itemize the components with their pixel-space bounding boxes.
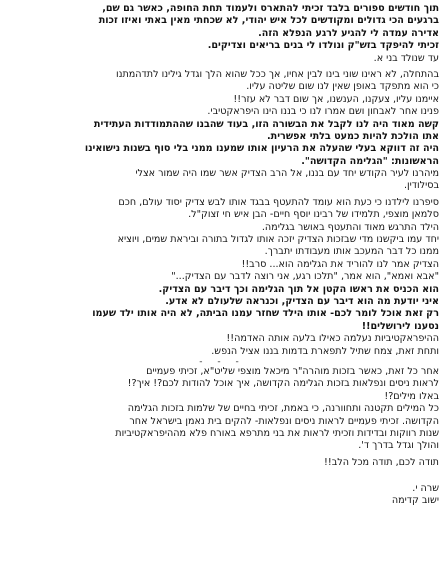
signature-place: ישוב קדימה bbox=[391, 495, 439, 507]
thanks-line: תודה לכם, תודה מכל הלב!! bbox=[324, 456, 439, 468]
letter-line: רק זאת אוכל לומר לכם- אותו הילד שחזר עמנו הביתה, לא היה אותו ילד שעמו bbox=[92, 308, 439, 320]
signature-block bbox=[5, 483, 439, 508]
letter-line: שנות רווקות ובדידות וזכיתי לראות את בני מתרפא באורח פלא מההיפראקטיביות bbox=[115, 427, 439, 439]
letter-line: הצדיק אמר לנו להוריד את הגלימה הוא... סרב!! bbox=[241, 258, 439, 270]
letter-line: לראות ניסים ונפלאות בזכות הגלימה הקדושה, איך אוכל להודות לכם?! איך?! bbox=[127, 378, 439, 390]
letter-line: ההיפראקטיביות נעלמה כאילו בלעה אותה האדמה!! bbox=[226, 333, 439, 345]
letter-line: עד שנולד בני א. bbox=[373, 52, 439, 64]
letter-line: תוך חודשים ספורים בלבד זכיתי להתארס ולעמוד תחת החופה, כאשר גם שם, bbox=[102, 3, 439, 14]
letter-line: ממנו כל דבר המעכב אותו מעבודתו יתברך. bbox=[264, 246, 439, 258]
letter-line: כל המילים תקטנה ותחוורנה, כי באמת, זכיתי בחיים של שלמות בזכות הגלימה bbox=[127, 403, 439, 415]
letter-line: היה זה דווקא בעלי שהעלה את הרעיון אותו שמענו ממני בלי סוף בשנות נישואינו bbox=[84, 143, 439, 155]
letter-line: הילד התרגש מאוד והתעטף באושר בגלימה. bbox=[261, 221, 439, 233]
letter-line: הוא הכניס את ראשו הקטן אל תוך הגלימה וכך דיבר עם הצדיק. bbox=[158, 283, 439, 295]
letter-line: "אבא ואמא", הוא אמר, "תלכו רגע, אני רוצה לדבר עם הצדיק..." bbox=[171, 271, 439, 283]
letter-line: סיפרנו לילדנו כי כעת הוא עומד להתעטף בבגד אותו לבש צדיק יסוד עולם, חכם bbox=[118, 196, 439, 208]
letter-line: הקדושה. זכיתי פעמיים לראות ניסים ונפלאות- להקים בית נאמן בישראל אחר bbox=[129, 415, 439, 427]
letter-line: קשה מאוד היה לנו לקבל את הבשורה הזו, בעוד שהבנו שההתמודדות העתידית bbox=[93, 118, 439, 130]
letter-line: אחר כל זאת, כאשר בזכות מוהרה"ר מיכאל מוצפי שליט"א, זכיתי פעמיים bbox=[146, 365, 439, 377]
letter-line: ותחת זאת, צמח שתיל לתפארת בדמות בננו אציל הנפש. bbox=[211, 345, 439, 357]
letter-line: אדירה עמדה לי להגיע לרגע הנפלא הזה. bbox=[258, 27, 439, 39]
letter-line: פנינו אחר לאבחון ושם אמרו לנו כי בננו הינו היפראקטיבי. bbox=[207, 106, 439, 118]
letter-line: איימנו עליו, צעקנו, הענשנו, אך שום דבר לא עזר!! bbox=[233, 93, 439, 105]
section-divider: - - - bbox=[199, 356, 245, 367]
letter-line: והולך וגדל בדרך ד'. bbox=[358, 440, 439, 452]
letter-line: סלמאן מוצפי, תלמידו של רבינו יוסף חיים- הבן איש חי זצוק"ל. bbox=[188, 209, 439, 221]
letter-line: זכיתי להיפקד בזש"ק ונולדו לי בנים בריאים וצדיקים. bbox=[207, 40, 439, 52]
letter-line: הראשונות: "הגלימה הקדושה". bbox=[301, 155, 439, 167]
letter-line: נסענו לירושלים!! bbox=[361, 320, 439, 332]
letter-page bbox=[5, 3, 439, 561]
letter-line: ברגעים הכי גדולים ומקודשים לכל איש יהודי, לא שכחתי מאין באתי ואיזו זכות bbox=[98, 15, 439, 27]
letter-line: יחד עמו ביקשנו מדי שבזכות הצדיק יזכה אותו לגדול בתורה וביראת שמים, ויוציא bbox=[117, 234, 439, 246]
letter-line: אתו הולכת להיות כמעט בלתי אפשרית. bbox=[267, 130, 439, 142]
letter-line: בסילודין. bbox=[403, 180, 439, 192]
letter-line: באלו מילים?! bbox=[384, 390, 439, 402]
letter-line: כי הוא מתפקד באופן שאין לנו שום שליטה עליו. bbox=[246, 81, 439, 93]
letter-line: בהתחלה, לא ראינו שוני בינו לבין אחיו, אך ככל שהוא הלך וגדל גילינו לתדהמתנו bbox=[116, 68, 439, 80]
letter-line: איני יודעת מה הוא דיבר עם הצדיק, וכנראה שלעולם לא אדע. bbox=[165, 295, 439, 307]
signature-name: שרה י. bbox=[412, 483, 439, 495]
letter-line: מיהרנו לעיר הקודש יחד עם בננו, אל הרב הצדיק אשר שמו היה שמור אצלי bbox=[135, 168, 439, 180]
